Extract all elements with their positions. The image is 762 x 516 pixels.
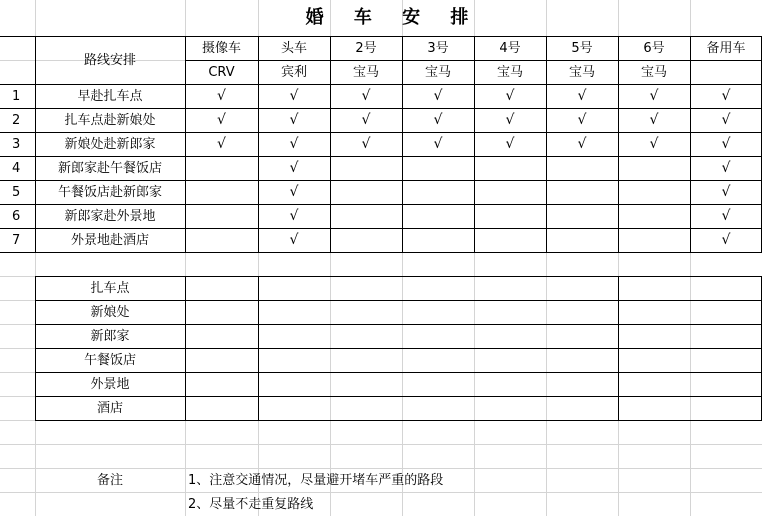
car-role-header[interactable]: 6号 [643,40,665,56]
check-mark[interactable]: √ [721,88,731,104]
check-mark[interactable]: √ [433,136,443,152]
car-role-header[interactable]: 头车 [280,40,307,56]
empty-cell[interactable] [474,180,546,204]
route-number[interactable]: 5 [12,184,21,200]
check-mark[interactable]: √ [361,112,371,128]
check-mark[interactable]: √ [505,136,515,152]
check-mark[interactable]: √ [217,88,226,104]
empty-cell[interactable] [546,156,618,180]
check-mark[interactable]: √ [721,184,731,200]
car-model-header[interactable]: 宝马 [352,64,379,80]
empty-cell[interactable] [185,180,258,204]
route-number[interactable]: 7 [12,232,21,248]
check-mark[interactable]: √ [217,112,226,128]
note-1[interactable]: 1、注意交通情况，尽量避开堵车严重的路段 [188,472,444,488]
check-mark[interactable]: √ [577,88,587,104]
check-mark[interactable]: √ [289,184,299,200]
location-name[interactable]: 扎车点 [90,280,130,296]
empty-cell[interactable] [618,156,690,180]
location-name[interactable]: 新郎家 [90,328,130,344]
check-mark[interactable]: √ [289,112,299,128]
route-name[interactable]: 新郎家赴外景地 [64,208,156,224]
check-mark[interactable]: √ [361,88,371,104]
empty-cell[interactable] [330,180,402,204]
check-mark[interactable]: √ [721,136,731,152]
car-model-header[interactable]: 宾利 [280,64,307,80]
route-number[interactable]: 3 [12,136,21,152]
empty-cell[interactable] [474,156,546,180]
check-mark[interactable]: √ [289,136,299,152]
check-mark[interactable]: √ [361,136,371,152]
route-name[interactable]: 新娘处赴新郎家 [64,136,156,152]
car-model-header[interactable]: 宝马 [568,64,595,80]
empty-cell[interactable] [330,156,402,180]
check-mark[interactable]: √ [505,88,515,104]
empty-cell[interactable] [185,204,258,228]
border-line [185,276,186,421]
route-name[interactable]: 新郎家赴午餐饭店 [57,160,162,176]
car-model-header[interactable]: 宝马 [424,64,451,80]
car-model-header[interactable]: 宝马 [496,64,523,80]
empty-cell[interactable] [474,228,546,252]
car-role-header[interactable]: 3号 [427,40,449,56]
notes-label[interactable]: 备注 [96,472,123,488]
location-name[interactable]: 新娘处 [90,304,130,320]
empty-cell[interactable] [185,228,258,252]
check-mark[interactable]: √ [433,88,443,104]
note-2[interactable]: 2、尽量不走重复路线 [188,496,314,512]
car-role-header[interactable]: 2号 [355,40,377,56]
border-line [35,420,762,421]
check-mark[interactable]: √ [649,88,659,104]
route-name[interactable]: 早赴扎车点 [77,88,143,104]
check-mark[interactable]: √ [289,232,299,248]
car-model-header[interactable]: 宝马 [640,64,667,80]
check-mark[interactable]: √ [649,136,659,152]
route-header[interactable]: 路线安排 [83,52,136,68]
empty-cell[interactable] [474,204,546,228]
empty-cell[interactable] [330,204,402,228]
border-line [618,276,619,421]
route-name[interactable]: 扎车点赴新娘处 [64,112,156,128]
car-role-header[interactable]: 备用车 [706,40,746,56]
empty-cell[interactable] [618,228,690,252]
empty-cell[interactable] [402,180,474,204]
check-mark[interactable]: √ [289,208,299,224]
empty-cell[interactable] [546,228,618,252]
route-number[interactable]: 4 [12,160,21,176]
check-mark[interactable]: √ [721,112,731,128]
check-mark[interactable]: √ [433,112,443,128]
check-mark[interactable]: √ [577,136,587,152]
check-mark[interactable]: √ [721,208,731,224]
border-line [258,276,259,421]
location-name[interactable]: 午餐饭店 [83,352,136,368]
empty-cell[interactable] [618,204,690,228]
sheet-title[interactable]: 婚 车 安 排 [305,7,481,28]
gridline-h [0,444,762,445]
check-mark[interactable]: √ [649,112,659,128]
empty-cell[interactable] [185,156,258,180]
empty-cell[interactable] [402,204,474,228]
car-role-header[interactable]: 4号 [499,40,521,56]
route-number[interactable]: 2 [12,112,21,128]
check-mark[interactable]: √ [721,160,731,176]
check-mark[interactable]: √ [217,136,226,152]
route-number[interactable]: 6 [12,208,21,224]
empty-cell[interactable] [618,180,690,204]
location-name[interactable]: 酒店 [96,400,123,416]
check-mark[interactable]: √ [289,88,299,104]
car-role-header[interactable]: 5号 [571,40,593,56]
route-name[interactable]: 午餐饭店赴新郎家 [57,184,162,200]
empty-cell[interactable] [546,180,618,204]
car-role-header[interactable]: 摄像车 [201,40,241,56]
location-name[interactable]: 外景地 [90,376,130,392]
check-mark[interactable]: √ [505,112,515,128]
check-mark[interactable]: √ [721,232,731,248]
check-mark[interactable]: √ [577,112,587,128]
border-line [0,252,762,253]
empty-cell[interactable] [546,204,618,228]
empty-cell[interactable] [402,156,474,180]
check-mark[interactable]: √ [289,160,299,176]
car-model-header[interactable] [690,60,762,84]
car-model-header[interactable]: CRV [208,64,235,80]
empty-cell[interactable] [330,228,402,252]
route-number[interactable]: 1 [12,88,21,104]
route-name[interactable]: 外景地赴酒店 [70,232,149,248]
empty-cell[interactable] [402,228,474,252]
